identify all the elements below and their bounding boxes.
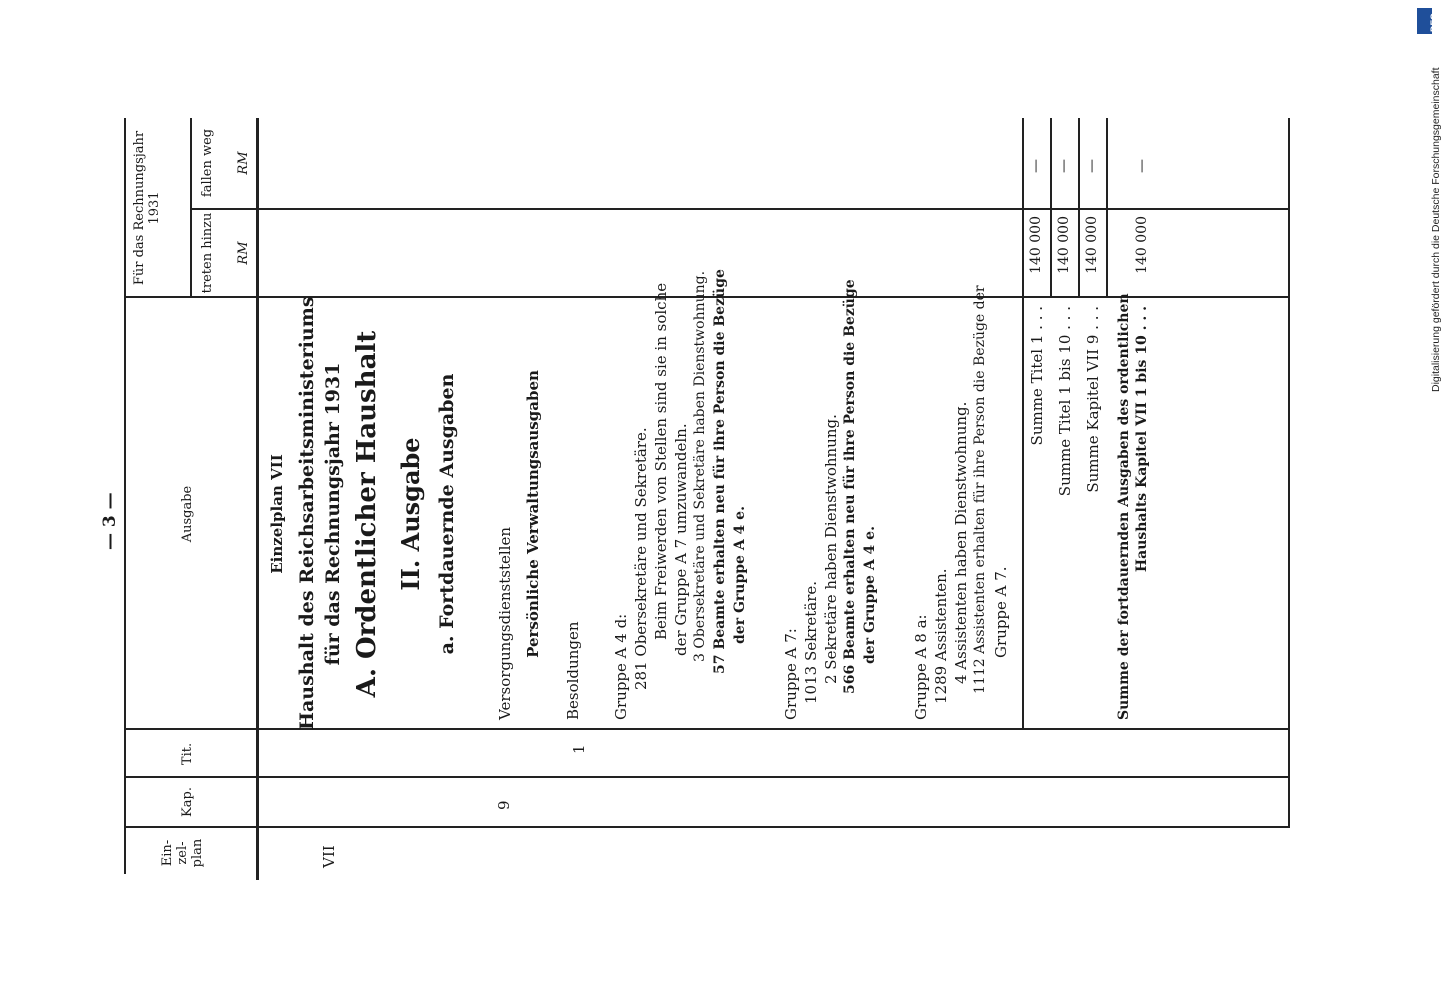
amount-rule-1	[1022, 118, 1024, 728]
einzelplan-title: Einzelplan VII	[268, 454, 286, 574]
header-tit: Tit.	[180, 742, 195, 766]
sum-kapitel-label: Summe Kapitel VII 9 . . .	[1084, 306, 1102, 493]
personal-label: Persönliche Verwaltungsausgaben	[524, 370, 542, 658]
dfg-logo	[1417, 8, 1439, 34]
besoldungen-label: Besoldungen	[564, 621, 582, 720]
sum3-weg: —	[1084, 159, 1100, 173]
group1-line3: der Gruppe A 7 umzuwandeln.	[672, 423, 690, 656]
value-plan: VII	[320, 845, 338, 868]
sum2-weg: —	[1056, 159, 1072, 173]
year-underline	[190, 118, 192, 298]
group2-line4: der Gruppe A 4 e.	[862, 526, 878, 664]
sum-total-label-2: Haushalts Kapitel VII 1 bis 10 . . .	[1134, 306, 1150, 573]
bottom-rule	[1288, 118, 1290, 828]
sum4-hinzu: 140 000	[1134, 216, 1150, 274]
col-sep-plan	[124, 826, 1290, 828]
sum2-hinzu: 140 000	[1056, 216, 1072, 274]
group2-title: Gruppe A 7:	[782, 628, 800, 720]
amount-rule-3	[1078, 118, 1080, 298]
sum1-weg: —	[1028, 159, 1044, 173]
amount-rule-4	[1106, 118, 1108, 298]
section-a-title: A. Ordentlicher Haushalt	[352, 330, 382, 698]
haushalt-title-2: für das Rechnungsjahr 1931	[322, 362, 344, 666]
haushalt-title-1: Haushalt des Reichsarbeitsministeriums	[296, 296, 318, 730]
group1-title: Gruppe A 4 d:	[612, 613, 630, 720]
funding-stamp	[1416, 8, 1442, 392]
group1-line6: der Gruppe A 4 e.	[732, 506, 748, 644]
sum-titel-1-10-label: Summe Titel 1 bis 10 . . .	[1056, 306, 1074, 497]
page-number-text: — 3 —	[100, 492, 120, 550]
group2-line3: 566 Beamte erhalten neu für ihre Person die Bezüge	[842, 279, 858, 694]
value-tit: 1	[570, 744, 588, 754]
group3-title: Gruppe A 8 a:	[912, 614, 930, 720]
sum1-hinzu: 140 000	[1028, 216, 1044, 274]
section-ii-title: II. Ausgabe	[396, 437, 425, 591]
amount-rule-2	[1050, 118, 1052, 298]
header-plan: Ein-zel-plan	[160, 838, 205, 868]
group1-line2: Beim Freiwerden von Stellen sind sie in solche	[652, 282, 670, 640]
header-weg: fallen weg	[200, 128, 215, 198]
dfg-logo-text: DFG	[1429, 13, 1439, 32]
group1-line5: 57 Beamte erhalten neu für ihre Person die Bezüge	[712, 269, 728, 674]
header-unit-hinzu: RM	[236, 241, 251, 265]
group3-line4: Gruppe A 7.	[992, 566, 1010, 658]
header-year: Für das Rechnungsjahr 1931	[132, 130, 162, 286]
versorgung-label: Versorgungsdienststellen	[496, 526, 514, 720]
group1-line1: 281 Obersekretäre und Sekretäre.	[632, 427, 650, 690]
header-bottom-rule	[256, 118, 259, 880]
col-sep-kap	[124, 776, 1290, 778]
header-unit-weg: RM	[236, 151, 251, 175]
col-sep-weg	[190, 208, 1290, 210]
sum3-hinzu: 140 000	[1084, 216, 1100, 274]
budget-page	[120, 120, 1295, 880]
sum-total-label-1: Summe der fortdauernden Ausgaben des ordentlichen	[1116, 293, 1132, 720]
header-kap: Kap.	[180, 787, 195, 817]
page-number	[80, 486, 120, 556]
group3-line2: 4 Assistenten haben Dienstwohnung.	[952, 401, 970, 684]
funding-stamp-text: Digitalisierung gefördert durch die Deutsche Forschungsgemeinschaft	[1430, 67, 1442, 392]
header-hinzu: treten hinzu	[200, 212, 215, 294]
sum4-weg: —	[1134, 159, 1150, 173]
group1-line4: 3 Obersekretäre und Sekretäre haben Dienstwohnung.	[692, 270, 708, 662]
group3-line3: 1112 Assistenten erhalten für ihre Person die Bezüge der	[972, 285, 988, 694]
group3-line1: 1289 Assistenten.	[932, 568, 950, 704]
section-a-sub: a. Fortdauernde Ausgaben	[436, 373, 458, 655]
top-rule	[124, 118, 126, 874]
value-kap: 9	[495, 800, 513, 810]
group2-line1: 1013 Sekretäre.	[802, 580, 820, 704]
sum-titel-1-label: Summe Titel 1 . . .	[1028, 306, 1046, 446]
group2-line2: 2 Sekretäre haben Dienstwohnung.	[822, 414, 840, 684]
header-ausgabe: Ausgabe	[180, 485, 195, 543]
